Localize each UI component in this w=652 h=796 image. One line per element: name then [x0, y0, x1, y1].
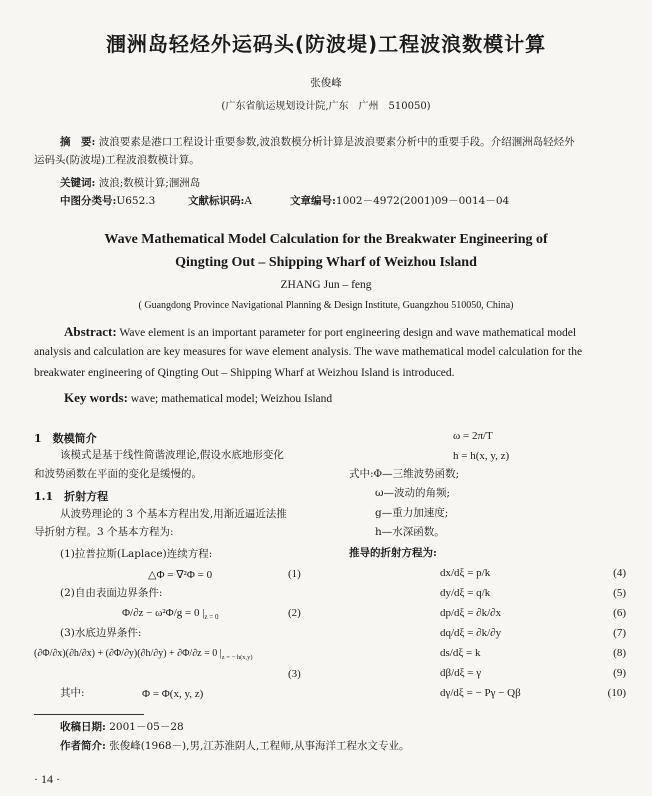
equation-2	[122, 607, 218, 621]
omega-definition: ω = 2π/T	[453, 430, 493, 442]
section-1-1-para-line2: 导折射方程。3 个基本方程为:	[34, 526, 174, 538]
doc-label: 文献标识码:	[188, 195, 245, 207]
abstract-en-line2: analysis and calculation are key measures for wave element analysis. The wave mathematical model calculation for the	[34, 346, 583, 358]
eq1-label: (1)拉普拉斯(Laplace)连续方程:	[60, 548, 213, 560]
definition-h: h—水深函数。	[375, 526, 445, 538]
page-number: · 14 ·	[34, 772, 60, 786]
keywords-en-text: wave; mathematical model; Weizhou Island	[130, 393, 333, 405]
refraction-equation-number: (5)	[613, 587, 626, 599]
abstract-cn-text1: 波浪要素是港口工程设计重要参数,波浪数模分析计算是波浪要素分析中的重要手段。介绍涠洲岛轻烃外	[98, 136, 575, 148]
refraction-equation: dx/dξ = p/k	[440, 567, 491, 579]
section-1-1-para-line1: 从波势理论的 3 个基本方程出发,用渐近逼近法推	[60, 508, 287, 520]
equation-3	[34, 648, 253, 661]
refraction-equation-number: (10)	[607, 687, 626, 699]
abstract-en-line1	[64, 321, 576, 343]
h-definition: h = h(x, y, z)	[453, 450, 510, 462]
equation-2-number: (2)	[288, 607, 301, 619]
refraction-equation: dγ/dξ = − Pγ − Qβ	[440, 687, 521, 699]
abstract-cn-label: 摘 要:	[60, 136, 96, 148]
refraction-equation: dβ/dξ = γ	[440, 667, 482, 679]
footnote-received	[60, 720, 184, 736]
where-equation: Φ = Φ(x, y, z)	[142, 688, 204, 700]
keywords-en-label: Key words:	[64, 390, 128, 405]
keywords-cn-label: 关键词:	[60, 177, 96, 189]
section-1-1-heading: 1.1 折射方程	[34, 490, 109, 503]
abstract-en-line3: breakwater engineering of Qingting Out – Shipping Wharf at Weizhou Island is introduced.	[34, 367, 455, 379]
refraction-equation: dy/dξ = q/k	[440, 587, 491, 599]
article-value: 1002－4972(2001)09－0014－04	[335, 195, 510, 207]
author-bio-value: 张俊峰(1968－),男,江苏淮阴人,工程师,从事海洋工程水文专业。	[109, 740, 410, 752]
footnote-author	[60, 739, 410, 755]
abstract-cn-line2: 运码头(防波堤)工程波浪数模计算。	[34, 154, 200, 166]
abstract-en-text1: Wave element is an important parameter for port engineering design and wave mathematical model	[119, 327, 577, 339]
keywords-en	[64, 387, 332, 409]
refraction-equation: dq/dξ = ∂k/∂y	[440, 627, 502, 639]
classification-row	[60, 194, 155, 210]
keywords-cn	[60, 176, 200, 192]
keywords-cn-text: 波浪;数模计算;涠洲岛	[98, 177, 201, 189]
definition-g: g—重力加速度;	[375, 507, 449, 519]
author-en: ZHANG Jun – feng	[280, 279, 372, 291]
received-value: 2001－05－28	[109, 721, 184, 733]
affiliation-cn: (广东省航运规划设计院,广东 广州 510050)	[221, 101, 431, 112]
abstract-en-label: Abstract:	[64, 324, 117, 339]
eq2-label: (2)自由表面边界条件:	[60, 587, 163, 599]
equation-2-subscript: z = 0	[204, 613, 219, 622]
equation-3-number: (3)	[288, 668, 301, 680]
clc-label: 中图分类号:	[60, 195, 117, 207]
equation-2-expr: Φ/∂z − ω²Φ/g = 0 |	[122, 607, 205, 619]
footnote-divider	[34, 714, 144, 715]
equation-3-expr: (∂Φ/∂x)(∂h/∂x) + (∂Φ/∂y)(∂h/∂y) + ∂Φ/∂z = 0 |	[34, 648, 222, 659]
title-cn: 涠洲岛轻烃外运码头(防波堤)工程波浪数模计算	[105, 32, 547, 56]
doc-value: A	[244, 195, 252, 207]
refraction-equation-number: (4)	[613, 567, 626, 579]
author-cn: 张俊峰	[310, 77, 342, 89]
title-en-line1: Wave Mathematical Model Calculation for the Breakwater Engineering of	[104, 232, 548, 247]
refraction-equation: ds/dξ = k	[440, 647, 481, 659]
where-label: 其中:	[60, 687, 85, 699]
refraction-equation-number: (6)	[613, 607, 626, 619]
title-en-line2: Qingting Out – Shipping Wharf of Weizhou Island	[175, 255, 477, 270]
refraction-equation-number: (7)	[613, 627, 626, 639]
refraction-equation-number: (8)	[613, 647, 626, 659]
doc-code	[188, 194, 252, 210]
definition-omega: ω—波动的角频;	[375, 487, 451, 499]
section-1-heading: 1 数模简介	[34, 432, 97, 445]
clc-value: U652.3	[116, 195, 156, 207]
abstract-cn-line1	[60, 135, 575, 151]
equation-1: △Φ = ∇²Φ = 0	[148, 569, 213, 581]
section-1-para-line1: 该模式是基于线性简谐波理论,假设水底地形变化	[60, 449, 284, 461]
article-label: 文章编号:	[290, 195, 336, 207]
received-label: 收稿日期:	[60, 721, 106, 733]
definition-intro: 式中:Φ—三维波势函数;	[349, 468, 460, 480]
derived-label: 推导的折射方程为:	[349, 547, 437, 559]
equation-1-number: (1)	[288, 568, 301, 580]
eq3-label: (3)水底边界条件:	[60, 627, 142, 639]
section-1-para-line2: 和波势函数在平面的变化是缓慢的。	[34, 468, 202, 480]
article-code	[290, 194, 509, 210]
author-bio-label: 作者简介:	[60, 740, 106, 752]
refraction-equation-number: (9)	[613, 667, 626, 679]
equation-3-subscript: z = − h(x,y)	[221, 654, 253, 661]
affiliation-en: ( Guangdong Province Navigational Planning & Design Institute, Guangzhou 510050, China)	[138, 300, 514, 311]
refraction-equation: dp/dξ = ∂k/∂x	[440, 607, 502, 619]
